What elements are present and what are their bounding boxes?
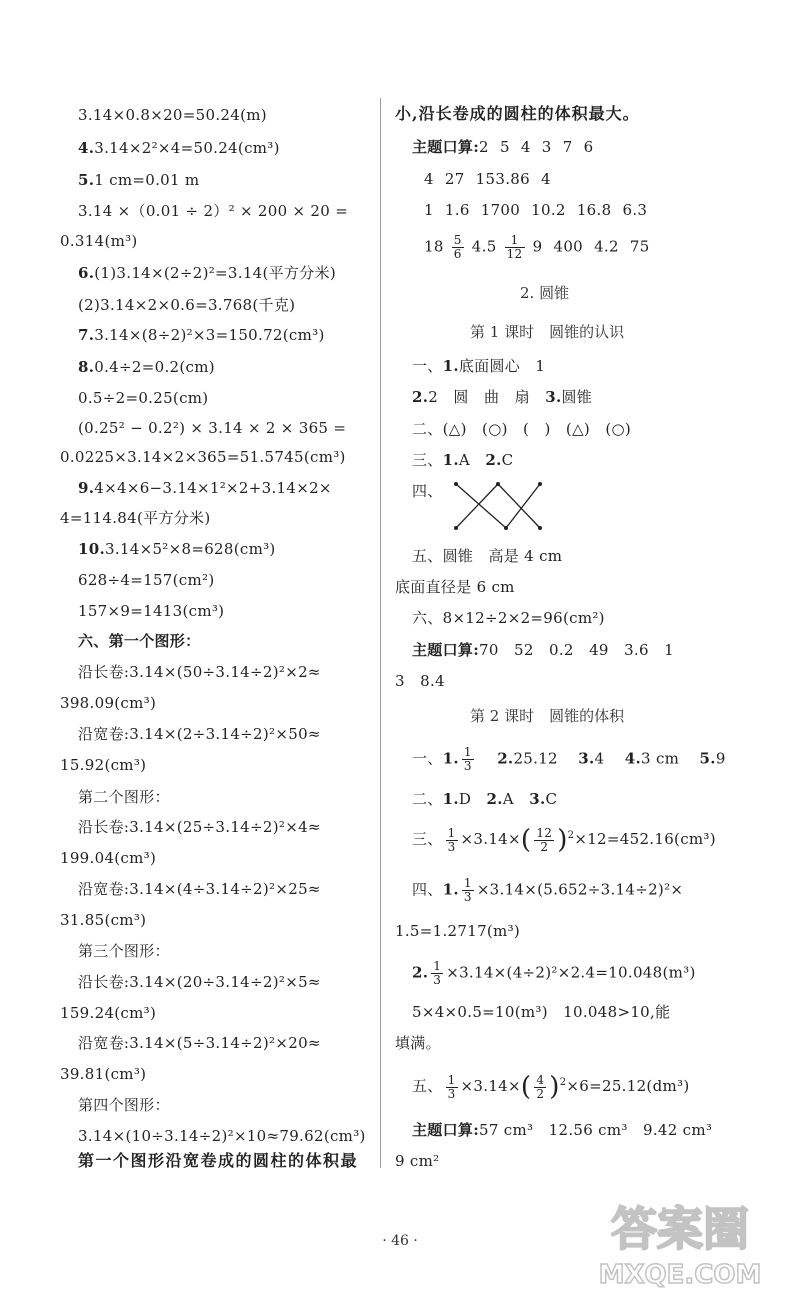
mental-math-line: 主题口算:57 cm³ 12.56 cm³ 9.42 cm³ (412, 1121, 713, 1139)
mental-math-line: 4 27 153.86 4 (424, 170, 551, 188)
answer-line: 0.5÷2=0.25(cm) (78, 389, 209, 407)
answer-line: 六、8×12÷2×2=96(cm²) (412, 609, 605, 627)
match-line (506, 484, 540, 528)
answer-line: 沿长卷:3.14×(25÷3.14÷2)²×4≈ (78, 818, 321, 836)
answer-line: 第一个图形沿宽卷成的圆柱的体积最 (78, 1151, 359, 1170)
fraction: $\frac{1}{3}$ (447, 1072, 456, 1101)
fraction: $\frac{12}{2}$ (536, 825, 553, 854)
match-line (456, 484, 506, 528)
answer-line: 7.3.14×(8÷2)²×3=150.72(cm³) (78, 326, 325, 344)
answer-line: 小,沿长卷成的圆柱的体积最大。 (395, 104, 640, 123)
answer-line: 第三个图形： (78, 942, 170, 960)
answer-line: 沿长卷:3.14×(20÷3.14÷2)²×5≈ (78, 973, 321, 991)
answer-line: 三、1.A 2.C (412, 451, 514, 469)
question-number: 8. (78, 358, 95, 376)
answer-line: 二、1.D 2.A 3.C (412, 790, 558, 808)
match-dot (538, 482, 542, 486)
section-title: 2. 圆锥 (520, 284, 570, 302)
answer-line: 第二个图形： (78, 788, 170, 806)
answer-line: 沿宽卷:3.14×(4÷3.14÷2)²×25≈ (78, 880, 321, 898)
answer-line: 4.3.14×2²×4=50.24(cm³) (78, 139, 280, 157)
answer-line: 15.92(cm³) (60, 756, 147, 774)
answer-line: 39.81(cm³) (60, 1065, 147, 1083)
answer-line: 四、 (412, 482, 443, 500)
answer-line: 五、圆锥 高是 4 cm (412, 547, 563, 565)
answer-line: 31.85(cm³) (60, 911, 147, 929)
question-number: 6. (78, 264, 95, 282)
answer-line: 8.0.4÷2=0.2(cm) (78, 358, 215, 376)
watermark-text: 答案圈 (611, 1202, 749, 1256)
page-number: · 46 · (382, 1233, 418, 1249)
fraction: $\frac{4}{2}$ (536, 1072, 545, 1101)
lesson-title: 第 2 课时 圆锥的体积 (470, 707, 625, 725)
answer-line: 沿宽卷:3.14×(2÷3.14÷2)²×50≈ (78, 725, 321, 743)
question-number: 9. (78, 479, 95, 497)
answer-line: 10.3.14×5²×8=628(cm³) (78, 540, 276, 558)
answer-line: 5.1 cm=0.01 m (78, 171, 200, 189)
answer-line: 二、(△) (○) ( ) (△) (○) (412, 420, 632, 438)
label: 主题口算: (412, 138, 480, 156)
mental-math-line: 主题口算:70 52 0.2 49 3.6 1 (412, 641, 674, 659)
answer-line: 398.09(cm³) (60, 694, 157, 712)
mental-math-line: 3 8.4 (395, 672, 445, 690)
answer-line: 6.(1)3.14×(2÷2)²=3.14(平方分米) (78, 264, 337, 282)
answer-line: 2. $\frac{1}{3}$ ×3.14×(4÷2)²×2.4=10.048(m³) (412, 959, 696, 987)
answer-line: 沿长卷:3.14×(50÷3.14÷2)²×2≈ (78, 663, 321, 681)
column-divider (380, 98, 381, 1168)
matching-lines-diagram (448, 478, 558, 536)
answer-line: 一、1. $\frac{1}{3}$ 2.25.12 3.4 4.3 cm 5.9 (412, 745, 726, 773)
answer-line: 填满。 (395, 1034, 441, 1052)
answer-line: 3.14 ×（0.01 ÷ 2）² × 200 × 20 = (78, 202, 349, 220)
answer-line: 五、 $\frac{1}{3}$ ×3.14×( $\frac{4}{2}$ )$^2$×6=25.12(dm³) (412, 1072, 690, 1102)
answer-line: 5×4×0.5=10(m³) 10.048>10,能 (412, 1003, 671, 1021)
answer-line: 0.0225×3.14×2×365=51.5745(cm³) (60, 448, 346, 466)
question-number: 10. (78, 540, 105, 558)
answer-line: 底面直径是 6 cm (395, 578, 515, 596)
lesson-title: 第 1 课时 圆锥的认识 (470, 323, 625, 341)
answer-line: (2)3.14×2×0.6=3.768(千克) (78, 296, 296, 314)
answer-line: 4=114.84(平方分米) (60, 509, 211, 527)
fraction: $\frac{1}{3}$ (463, 876, 472, 904)
mental-math-line: 主题口算:2 5 4 3 7 6 (412, 138, 594, 156)
answer-line: 157×9=1413(cm³) (78, 602, 225, 620)
match-dot (538, 526, 542, 530)
fraction: $\frac{1}{3}$ (447, 825, 456, 854)
watermark-url: MXQE.COM (598, 1260, 762, 1290)
match-dot (454, 482, 458, 486)
question-number: 7. (78, 326, 95, 344)
answer-line: 2.2 圆 曲 扇 3.圆锥 (412, 388, 593, 406)
question-number: 4. (78, 139, 95, 157)
question-number: 5. (78, 171, 95, 189)
answer-line: (0.25² − 0.2²) × 3.14 × 2 × 365 = (78, 419, 347, 437)
answer-line: 3.14×(10÷3.14÷2)²×10≈79.62(cm³) (78, 1127, 366, 1145)
mental-math-line: 18 $\frac{5}{6}$ 4.5 $\frac{1}{12}$ 9 400 4.2 75 (424, 233, 650, 261)
match-line (456, 484, 498, 528)
answer-line: 159.24(cm³) (60, 1004, 157, 1022)
fraction: $\frac{1}{12}$ (506, 233, 523, 261)
match-dot (454, 526, 458, 530)
mental-math-line: 1 1.6 1700 10.2 16.8 6.3 (424, 201, 648, 219)
answer-line: 三、 $\frac{1}{3}$ ×3.14×( $\frac{12}{2}$ )$^2$×12=452.16(cm³) (412, 825, 716, 855)
answer-line: 第四个图形： (78, 1096, 170, 1114)
match-line (498, 484, 540, 528)
match-dot (496, 482, 500, 486)
fraction: $\frac{5}{6}$ (453, 233, 462, 261)
watermark-logo (575, 1195, 785, 1291)
answer-line: 一、1.底面圆心 1 (412, 357, 546, 375)
answer-line: 199.04(cm³) (60, 849, 157, 867)
fraction: $\frac{1}{3}$ (433, 959, 442, 987)
answer-line: 628÷4=157(cm²) (78, 571, 215, 589)
answer-line: 沿宽卷:3.14×(5÷3.14÷2)²×20≈ (78, 1034, 321, 1052)
answer-line: 0.314(m³) (60, 232, 138, 250)
match-dot (504, 526, 508, 530)
section-heading: 六、第一个图形： (78, 632, 201, 650)
mental-math-line: 9 cm² (395, 1152, 440, 1170)
answer-line: 9.4×4×6−3.14×1²×2+3.14×2× (78, 479, 332, 497)
fraction: $\frac{1}{3}$ (463, 745, 472, 773)
answer-line: 四、1. $\frac{1}{3}$ ×3.14×(5.652÷3.14÷2)²× (412, 876, 684, 904)
answer-line: 1.5=1.2717(m³) (395, 922, 521, 940)
answer-line: 3.14×0.8×20=50.24(m) (78, 106, 267, 124)
